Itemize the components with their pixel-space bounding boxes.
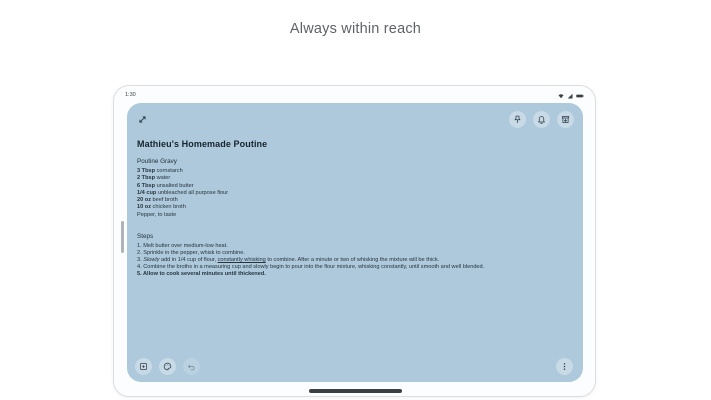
palette-button[interactable] (159, 358, 176, 375)
italic-text: Slowly (143, 257, 160, 264)
ingredient-line: 2 Tbsp water (137, 175, 171, 182)
underlined-text: constantly whisking (217, 257, 266, 264)
wifi-icon (558, 93, 564, 99)
status-bar-clock: 1:30 (125, 92, 136, 98)
step-line: 4. Combine the broths in a measuring cup and slowly begin to pour into the flour mixture, whisking constantly, until smooth and well blended. (137, 264, 485, 271)
pin-button[interactable] (509, 111, 526, 128)
page-title: Always within reach (289, 21, 422, 37)
ingredient-line: Pepper, to taste (137, 211, 177, 218)
add-box-icon (139, 362, 148, 371)
step-line: 1. Melt butter over medium-low heat. (137, 243, 228, 250)
ingredient-line: 6 Tbsp unsalted butter (137, 182, 194, 189)
ingredient-line: 3 Tbsp cornstarch (137, 168, 183, 174)
status-bar-icons (558, 93, 584, 99)
ingredient-line: 20 oz beef broth (137, 197, 178, 204)
more-options-button[interactable] (556, 358, 573, 375)
undo-icon (187, 362, 196, 371)
ingredients-heading: Poutine Gravy (137, 158, 177, 165)
more-vert-icon (560, 362, 569, 371)
scrollbar-thumb[interactable] (121, 221, 124, 253)
battery-icon (576, 93, 584, 99)
note-content[interactable] (137, 158, 575, 278)
signal-icon (567, 93, 573, 99)
step-line: 3. Slowly add in 1/4 cup of flour, constantly whisking to combine. After a minute or two of whisking the mixture will be thick. (137, 257, 440, 264)
note-title[interactable]: Mathieu's Homemade Poutine (137, 139, 268, 149)
ingredient-line: 1/4 cup unbleached all purpose flour (137, 189, 229, 196)
archive-icon (561, 115, 570, 124)
gesture-navigation-bar[interactable] (309, 389, 402, 393)
expand-button[interactable] (135, 112, 150, 127)
add-button[interactable] (135, 358, 152, 375)
ingredient-line: 10 oz chicken broth (137, 204, 186, 211)
archive-button[interactable] (557, 111, 574, 128)
step-line: 2. Sprinkle in the pepper, whisk to combine. (137, 250, 245, 257)
undo-button[interactable] (183, 358, 200, 375)
pin-icon (513, 115, 522, 124)
steps-heading: Steps (137, 233, 154, 241)
step-line: 5. Allow to cook several minutes until thickened. (137, 271, 266, 278)
note-bottom-toolbar (135, 358, 200, 375)
bell-icon (537, 115, 546, 124)
reminder-button[interactable] (533, 111, 550, 128)
note-toolbar (509, 111, 574, 128)
open-in-full-icon (138, 112, 147, 127)
tablet-frame (113, 85, 596, 397)
note-card (127, 103, 583, 382)
palette-icon (163, 362, 172, 371)
